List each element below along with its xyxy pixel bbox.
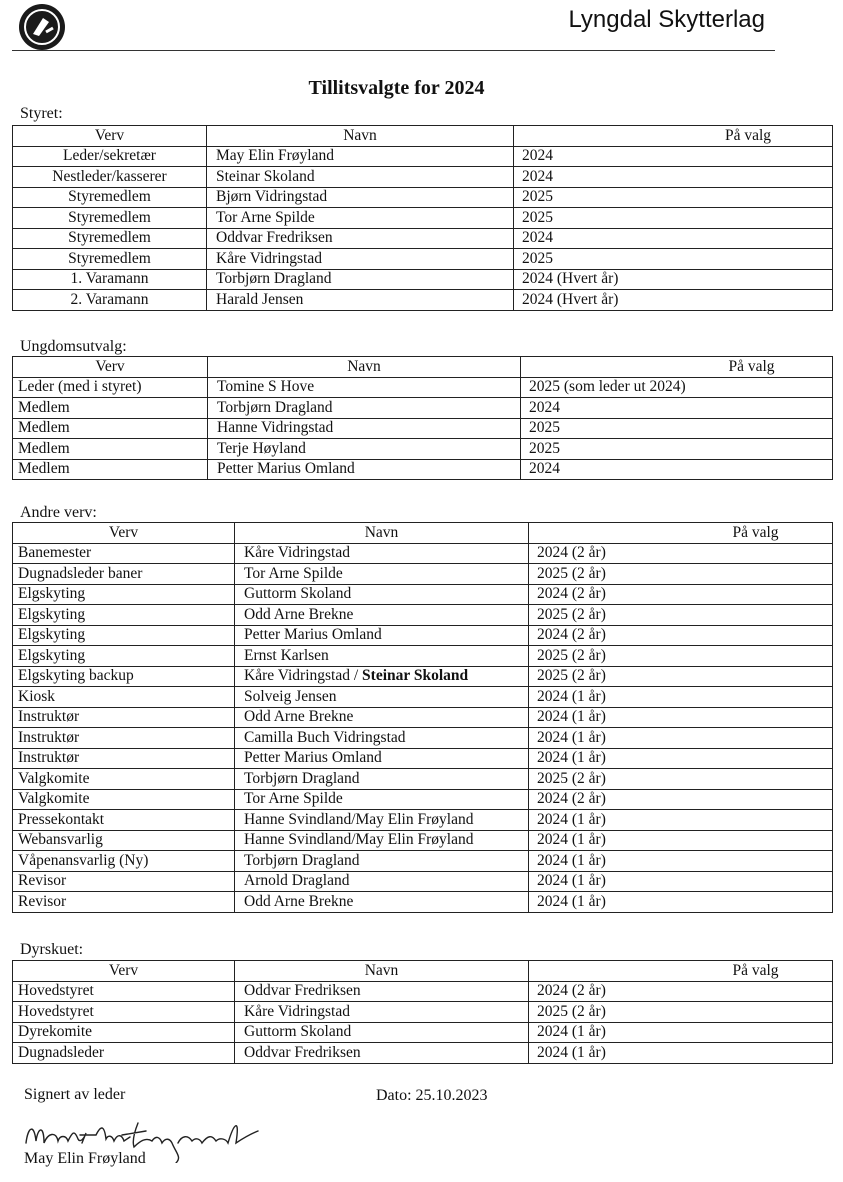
cell-navn-text: Torbjørn Dragland	[244, 769, 360, 787]
cell-navn-text: Torbjørn Dragland	[244, 851, 360, 869]
cell-navn-text: Kåre Vidringstad	[244, 1002, 350, 1020]
table-row	[13, 228, 833, 249]
cell-navn-text: Steinar Skoland	[216, 167, 315, 185]
cell-navn-text: May Elin Frøyland	[216, 147, 334, 165]
cell-navn	[235, 892, 529, 913]
table-row	[13, 810, 833, 831]
cell-navn-text: Odd Arne Brekne	[244, 708, 354, 726]
andre-verv-rows	[13, 543, 833, 912]
table-row	[13, 1043, 833, 1064]
andre-verv-table	[12, 522, 833, 913]
cell-paa-valg: 2024	[514, 146, 833, 167]
cell-verv: Valgkomite	[13, 789, 235, 810]
cell-navn	[235, 605, 529, 626]
cell-paa-valg: 2025 (2 år)	[529, 646, 833, 667]
cell-paa-valg: 2025	[514, 249, 833, 270]
cell-paa-valg: 2024 (1 år)	[529, 1043, 833, 1064]
column-header-verv: Verv	[13, 523, 235, 544]
table-header-row	[13, 357, 833, 378]
cell-verv: Styremedlem	[13, 228, 207, 249]
table-row	[13, 789, 833, 810]
cell-navn-text: Tor Arne Spilde	[216, 208, 315, 226]
styret-rows	[13, 146, 833, 310]
cell-paa-valg: 2024 (Hvert år)	[514, 269, 833, 290]
column-header-navn: Navn	[207, 126, 514, 147]
table-row	[13, 187, 833, 208]
cell-navn-text: Hanne Vidringstad	[217, 419, 334, 437]
column-header-paa-valg: På valg	[514, 126, 833, 147]
table-row	[13, 687, 833, 708]
cell-navn-text: Terje Høyland	[217, 439, 306, 457]
cell-navn	[235, 543, 529, 564]
cell-navn	[235, 810, 529, 831]
cell-navn-text: Hanne Svindland/May Elin Frøyland	[244, 831, 474, 849]
column-header-navn: Navn	[235, 523, 529, 544]
table-row	[13, 892, 833, 913]
table-row	[13, 249, 833, 270]
cell-paa-valg: 2024 (1 år)	[529, 892, 833, 913]
cell-navn-text: Guttorm Skoland	[244, 585, 352, 603]
cell-navn-text: Petter Marius Omland	[217, 460, 355, 478]
styret-table	[12, 125, 833, 311]
section-label-andre-verv: Andre verv:	[20, 504, 97, 521]
cell-navn	[235, 625, 529, 646]
cell-navn	[208, 459, 521, 480]
cell-navn	[235, 646, 529, 667]
table-row	[13, 830, 833, 851]
table-row	[13, 646, 833, 667]
cell-verv: Revisor	[13, 892, 235, 913]
column-header-paa-valg: På valg	[521, 357, 833, 378]
cell-navn-text: Hanne Svindland/May Elin Frøyland	[244, 810, 474, 828]
column-header-navn: Navn	[235, 961, 529, 982]
cell-navn	[235, 981, 529, 1002]
table-row	[13, 290, 833, 311]
cell-paa-valg: 2024 (1 år)	[529, 707, 833, 728]
dyrskuet-table	[12, 960, 833, 1064]
cell-verv: Elgskyting	[13, 646, 235, 667]
cell-navn-text: Harald Jensen	[216, 290, 304, 308]
cell-navn-text: Kåre Vidringstad	[244, 544, 350, 562]
cell-navn	[235, 687, 529, 708]
cell-navn-bold-text: Steinar Skoland	[362, 667, 469, 685]
cell-verv: Dugnadsleder	[13, 1043, 235, 1064]
cell-navn-text: Torbjørn Dragland	[217, 398, 333, 416]
cell-navn	[235, 851, 529, 872]
cell-verv: Hovedstyret	[13, 1002, 235, 1023]
date-label: Dato: 25.10.2023	[376, 1087, 488, 1104]
section-label-ungdomsutvalg: Ungdomsutvalg:	[20, 338, 127, 355]
cell-paa-valg: 2025 (2 år)	[529, 666, 833, 687]
cell-paa-valg: 2024	[521, 459, 833, 480]
cell-navn	[207, 249, 514, 270]
cell-verv: Kiosk	[13, 687, 235, 708]
cell-verv: Styremedlem	[13, 208, 207, 229]
cell-navn	[235, 830, 529, 851]
cell-navn-text: Kåre Vidringstad	[216, 249, 322, 267]
table-row	[13, 981, 833, 1002]
cell-verv: Revisor	[13, 871, 235, 892]
cell-paa-valg: 2024 (2 år)	[529, 789, 833, 810]
ungdomsutvalg-table	[12, 356, 833, 480]
cell-navn-text: Tor Arne Spilde	[244, 564, 343, 582]
cell-navn	[207, 269, 514, 290]
cell-navn-text: Kåre Vidringstad /	[244, 667, 363, 685]
cell-verv: 1. Varamann	[13, 269, 207, 290]
cell-navn-text: Odd Arne Brekne	[244, 892, 354, 910]
table-row	[13, 1002, 833, 1023]
table-row	[13, 208, 833, 229]
cell-paa-valg: 2025	[514, 187, 833, 208]
cell-verv: Instruktør	[13, 748, 235, 769]
cell-paa-valg: 2025 (2 år)	[529, 564, 833, 585]
cell-navn	[235, 584, 529, 605]
cell-navn-text: Petter Marius Omland	[244, 626, 382, 644]
cell-paa-valg: 2025	[521, 439, 833, 460]
cell-verv: Instruktør	[13, 728, 235, 749]
cell-paa-valg: 2025 (2 år)	[529, 1002, 833, 1023]
signer-name: May Elin Frøyland	[24, 1150, 146, 1167]
table-row	[13, 666, 833, 687]
cell-navn	[235, 564, 529, 585]
cell-verv: Instruktør	[13, 707, 235, 728]
cell-paa-valg: 2024	[521, 398, 833, 419]
cell-paa-valg: 2025	[521, 418, 833, 439]
cell-verv: Styremedlem	[13, 249, 207, 270]
table-row	[13, 748, 833, 769]
section-label-dyrskuet: Dyrskuet:	[20, 941, 84, 958]
table-row	[13, 439, 833, 460]
cell-navn	[235, 728, 529, 749]
cell-navn-text: Bjørn Vidringstad	[216, 188, 328, 206]
cell-navn	[208, 418, 521, 439]
dyrskuet-rows	[13, 981, 833, 1063]
table-row	[13, 377, 833, 398]
table-row	[13, 851, 833, 872]
document-title: Tillitsvalgte for 2024	[308, 77, 485, 99]
cell-verv: Medlem	[13, 418, 208, 439]
cell-navn	[207, 146, 514, 167]
table-header-row	[13, 961, 833, 982]
cell-navn-text: Ernst Karlsen	[244, 646, 329, 664]
cell-verv: Elgskyting	[13, 625, 235, 646]
cell-navn	[235, 1043, 529, 1064]
table-header-row	[13, 523, 833, 544]
cell-verv: Nestleder/kasserer	[13, 167, 207, 188]
cell-paa-valg: 2024 (2 år)	[529, 981, 833, 1002]
cell-verv: Pressekontakt	[13, 810, 235, 831]
cell-paa-valg: 2025 (som leder ut 2024)	[521, 377, 833, 398]
table-row	[13, 728, 833, 749]
cell-paa-valg: 2024 (1 år)	[529, 851, 833, 872]
table-row	[13, 269, 833, 290]
cell-paa-valg: 2025	[514, 208, 833, 229]
organization-name: Lyngdal Skytterlag	[568, 6, 765, 33]
cell-navn-text: Oddvar Fredriksen	[244, 982, 361, 1000]
cell-verv: Medlem	[13, 398, 208, 419]
column-header-navn: Navn	[208, 357, 521, 378]
cell-navn	[235, 871, 529, 892]
table-row	[13, 625, 833, 646]
table-row	[13, 584, 833, 605]
cell-verv: Dugnadsleder baner	[13, 564, 235, 585]
table-row	[13, 1022, 833, 1043]
cell-verv: Medlem	[13, 439, 208, 460]
cell-verv: Webansvarlig	[13, 830, 235, 851]
cell-paa-valg: 2024 (2 år)	[529, 543, 833, 564]
cell-paa-valg: 2024 (1 år)	[529, 687, 833, 708]
cell-navn-text: Oddvar Fredriksen	[244, 1043, 361, 1061]
cell-navn	[235, 748, 529, 769]
cell-navn-text: Solveig Jensen	[244, 687, 337, 705]
cell-verv: Hovedstyret	[13, 981, 235, 1002]
cell-navn-text: Guttorm Skoland	[244, 1023, 352, 1041]
cell-paa-valg: 2024 (1 år)	[529, 830, 833, 851]
cell-navn-text: Petter Marius Omland	[244, 749, 382, 767]
cell-verv: Elgskyting backup	[13, 666, 235, 687]
table-row	[13, 418, 833, 439]
cell-paa-valg: 2024 (2 år)	[529, 625, 833, 646]
cell-paa-valg: 2024	[514, 228, 833, 249]
cell-navn	[207, 290, 514, 311]
cell-verv: Styremedlem	[13, 187, 207, 208]
table-row	[13, 543, 833, 564]
cell-paa-valg: 2024 (1 år)	[529, 1022, 833, 1043]
header-divider	[12, 50, 775, 51]
cell-verv: Våpenansvarlig (Ny)	[13, 851, 235, 872]
column-header-verv: Verv	[13, 961, 235, 982]
cell-verv: Valgkomite	[13, 769, 235, 790]
table-row	[13, 564, 833, 585]
cell-paa-valg: 2024	[514, 167, 833, 188]
cell-paa-valg: 2024 (2 år)	[529, 584, 833, 605]
cell-navn-text: Camilla Buch Vidringstad	[244, 728, 406, 746]
table-row	[13, 146, 833, 167]
cell-navn	[207, 208, 514, 229]
column-header-verv: Verv	[13, 357, 208, 378]
cell-navn-text: Oddvar Fredriksen	[216, 229, 333, 247]
table-row	[13, 707, 833, 728]
cell-verv: Leder (med i styret)	[13, 377, 208, 398]
cell-navn	[235, 769, 529, 790]
cell-navn	[235, 1002, 529, 1023]
cell-verv: Medlem	[13, 459, 208, 480]
column-header-verv: Verv	[13, 126, 207, 147]
cell-verv: Dyrekomite	[13, 1022, 235, 1043]
section-label-styret: Styret:	[20, 105, 63, 122]
cell-navn-text: Arnold Dragland	[244, 872, 350, 890]
table-row	[13, 167, 833, 188]
cell-verv: Elgskyting	[13, 605, 235, 626]
cell-navn	[235, 1022, 529, 1043]
column-header-paa-valg: På valg	[529, 961, 833, 982]
ungdomsutvalg-rows	[13, 377, 833, 480]
table-row	[13, 459, 833, 480]
cell-navn-text: Torbjørn Dragland	[216, 270, 332, 288]
table-row	[13, 769, 833, 790]
cell-navn	[235, 789, 529, 810]
cell-verv: Elgskyting	[13, 584, 235, 605]
cell-navn	[207, 228, 514, 249]
column-header-paa-valg: På valg	[529, 523, 833, 544]
cell-navn	[208, 398, 521, 419]
cell-navn	[208, 377, 521, 398]
cell-paa-valg: 2024 (1 år)	[529, 728, 833, 749]
cell-navn	[208, 439, 521, 460]
cell-navn	[207, 167, 514, 188]
cell-paa-valg: 2024 (1 år)	[529, 871, 833, 892]
cell-verv: Leder/sekretær	[13, 146, 207, 167]
cell-verv: 2. Varamann	[13, 290, 207, 311]
cell-navn	[235, 707, 529, 728]
table-row	[13, 871, 833, 892]
club-logo-icon	[19, 4, 65, 50]
cell-paa-valg: 2025 (2 år)	[529, 605, 833, 626]
cell-navn	[235, 666, 529, 687]
cell-navn-text: Odd Arne Brekne	[244, 605, 354, 623]
cell-navn	[207, 187, 514, 208]
table-header-row	[13, 126, 833, 147]
cell-paa-valg: 2025 (2 år)	[529, 769, 833, 790]
signed-by-label: Signert av leder	[24, 1086, 126, 1103]
table-row	[13, 398, 833, 419]
cell-paa-valg: 2024 (Hvert år)	[514, 290, 833, 311]
cell-paa-valg: 2024 (1 år)	[529, 748, 833, 769]
cell-verv: Banemester	[13, 543, 235, 564]
cell-paa-valg: 2024 (1 år)	[529, 810, 833, 831]
cell-navn-text: Tomine S Hove	[217, 378, 315, 396]
table-row	[13, 605, 833, 626]
cell-navn-text: Tor Arne Spilde	[244, 790, 343, 808]
